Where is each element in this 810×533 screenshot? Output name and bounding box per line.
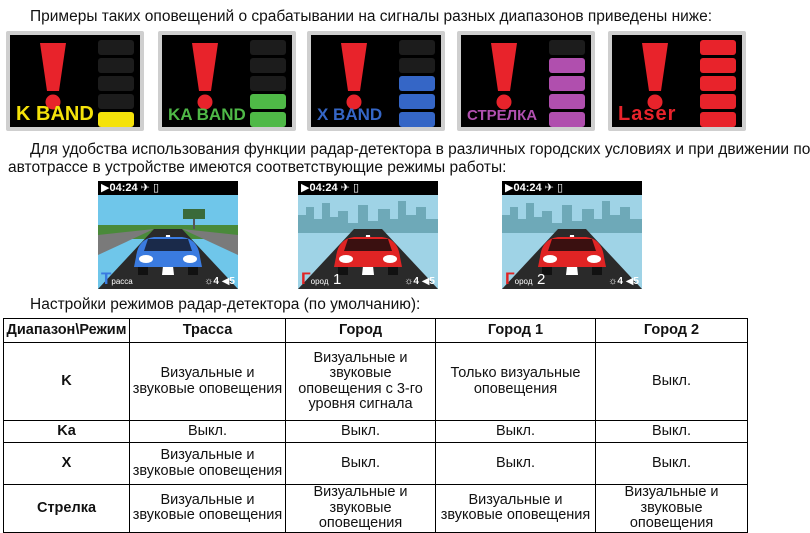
- level-bar: [700, 112, 736, 127]
- band-label: X BAND: [317, 105, 383, 124]
- level-bar: [250, 58, 286, 73]
- column-header: Диапазон\Режим: [4, 319, 130, 343]
- level-bar: [700, 94, 736, 109]
- level-bar: [98, 94, 134, 109]
- table-row: [4, 443, 748, 485]
- status-bar: ▶04:24 ✈ ▯: [98, 181, 238, 195]
- column-header: Город 1: [436, 319, 596, 343]
- mode-label: Трассa: [101, 269, 133, 288]
- volume-indicator: ☼4 ◀5: [608, 276, 639, 287]
- level-bar: [250, 40, 286, 55]
- exclamation-icon: [174, 41, 236, 111]
- level-bar: [700, 40, 736, 55]
- table-cell: Визуальные и звуковые оповещения: [130, 485, 286, 533]
- signal-level-bars: [98, 40, 134, 128]
- modes-description: [8, 141, 810, 177]
- mode-screen-gorod-2: [502, 181, 642, 289]
- status-bar: ▶04:24 ✈ ▯: [502, 181, 642, 195]
- level-bar: [98, 76, 134, 91]
- table-row: [4, 485, 748, 533]
- row-header: X: [4, 443, 130, 485]
- table-row: [4, 421, 748, 443]
- table-cell: Выкл.: [286, 443, 436, 485]
- status-bar: ▶04:24 ✈ ▯: [298, 181, 438, 195]
- level-bar: [549, 58, 585, 73]
- description-line: автотрассе в устройстве имеются соответствующие режимы работы:: [8, 159, 507, 176]
- level-bar: [250, 76, 286, 91]
- column-header: Город 2: [596, 319, 748, 343]
- exclamation-icon: [473, 41, 535, 111]
- table-cell: Выкл.: [130, 421, 286, 443]
- level-bar: [700, 58, 736, 73]
- level-bar: [549, 94, 585, 109]
- strelka-panel: [457, 31, 595, 131]
- table-cell: Только визуальные оповещения: [436, 343, 596, 421]
- x-band-panel: [307, 31, 445, 131]
- table-cell: Выкл.: [286, 421, 436, 443]
- level-bar: [399, 112, 435, 127]
- table-cell: Выкл.: [596, 421, 748, 443]
- level-bar: [549, 76, 585, 91]
- table-cell: Визуальные и звуковые оповещения: [130, 343, 286, 421]
- laser-panel: [608, 31, 746, 131]
- band-label: Laser: [618, 103, 677, 125]
- satellite-icon: ✈: [544, 182, 554, 194]
- level-bar: [98, 112, 134, 127]
- mode-label: Город 2: [505, 269, 546, 288]
- satellite-icon: ✈: [140, 182, 150, 194]
- table-cell: Выкл.: [436, 443, 596, 485]
- table-cell: Выкл.: [596, 443, 748, 485]
- level-bar: [250, 94, 286, 109]
- table-cell: Визуальные и звуковые оповещения: [130, 443, 286, 485]
- signal-level-bars: [700, 40, 736, 128]
- row-header: Ka: [4, 421, 130, 443]
- band-label: СТРЕЛКА: [467, 107, 538, 124]
- table-cell: Визуальные и звуковые оповещения: [286, 485, 436, 533]
- battery-icon: ▯: [352, 182, 359, 194]
- table-cell: Выкл.: [436, 421, 596, 443]
- level-bar: [399, 58, 435, 73]
- intro-text: Примеры таких оповещений о срабатывании на сигналы разных диапазонов приведены ниже:: [30, 8, 713, 25]
- level-bar: [549, 112, 585, 127]
- settings-title: Настройки режимов радар-детектора (по умолчанию):: [30, 296, 421, 313]
- settings-table: [3, 318, 748, 533]
- level-bar: [399, 94, 435, 109]
- table-cell: Визуальные и звуковые оповещения: [436, 485, 596, 533]
- band-examples: [6, 31, 746, 131]
- mode-screen-gorod-1: [298, 181, 438, 289]
- column-header: Трасса: [130, 319, 286, 343]
- row-header: K: [4, 343, 130, 421]
- level-bar: [399, 40, 435, 55]
- band-label: K BAND: [16, 103, 94, 125]
- signal-level-bars: [549, 40, 585, 128]
- description-line: Для удобства использования функции радар-детектора в различных городских условиях и при движении по: [30, 141, 810, 158]
- level-bar: [98, 40, 134, 55]
- volume-indicator: ☼4 ◀5: [204, 276, 235, 287]
- level-bar: [250, 112, 286, 127]
- signal-level-bars: [250, 40, 286, 128]
- exclamation-icon: [323, 41, 385, 111]
- mode-label: Город 1: [301, 269, 342, 288]
- mode-screen-trassa: [98, 181, 238, 289]
- volume-indicator: ☼4 ◀5: [404, 276, 435, 287]
- table-cell: Визуальные и звуковые оповещения: [596, 485, 748, 533]
- level-bar: [98, 58, 134, 73]
- table-cell: Визуальные и звуковые оповещения с 3-го уровня сигнала: [286, 343, 436, 421]
- level-bar: [399, 76, 435, 91]
- level-bar: [700, 76, 736, 91]
- table-header-row: [4, 319, 748, 343]
- level-bar: [549, 40, 585, 55]
- table-cell: Выкл.: [596, 343, 748, 421]
- signal-level-bars: [399, 40, 435, 128]
- row-header: Стрелка: [4, 485, 130, 533]
- battery-icon: ▯: [152, 182, 159, 194]
- battery-icon: ▯: [556, 182, 563, 194]
- band-label: KA BAND: [168, 105, 246, 124]
- satellite-icon: ✈: [340, 182, 350, 194]
- ka-band-panel: [158, 31, 296, 131]
- table-row: [4, 343, 748, 421]
- k-band-panel: [6, 31, 144, 131]
- column-header: Город: [286, 319, 436, 343]
- exclamation-icon: [22, 41, 84, 111]
- exclamation-icon: [624, 41, 686, 111]
